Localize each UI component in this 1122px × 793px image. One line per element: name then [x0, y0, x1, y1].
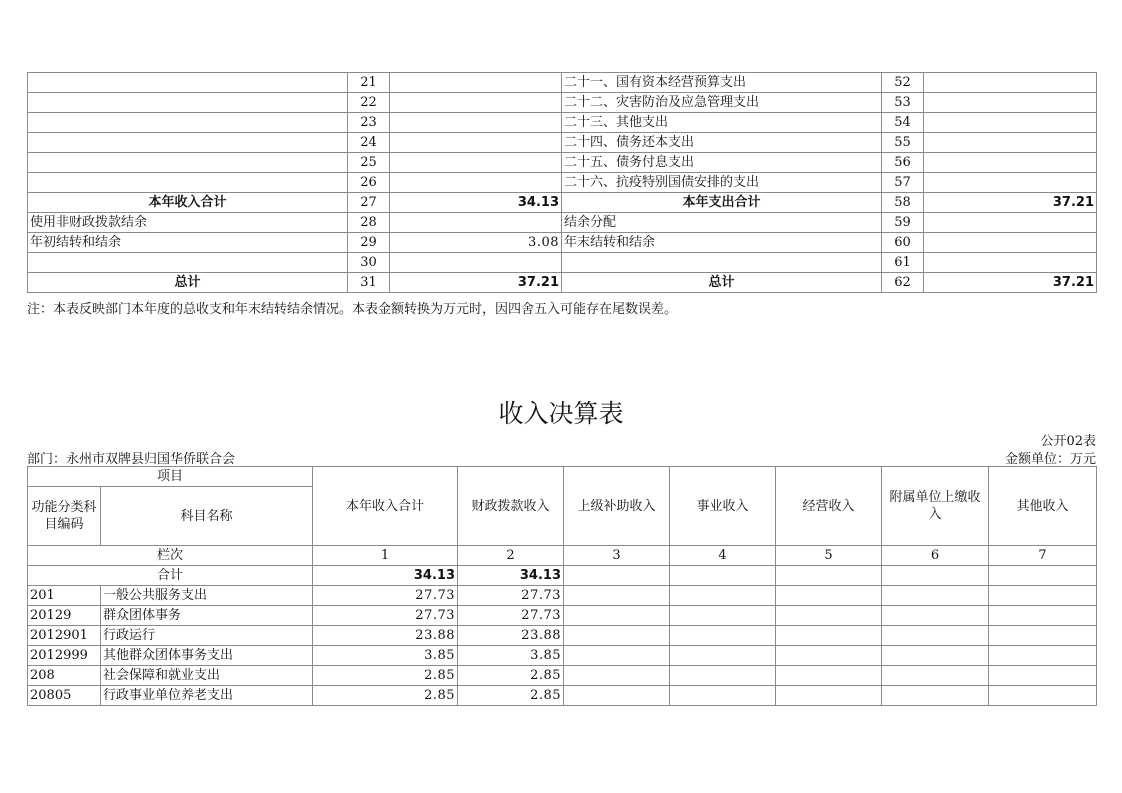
summary-row	[28, 73, 1097, 93]
empty-cell	[564, 686, 670, 706]
table-note: 注：本表反映部门本年度的总收支和年末结转结余情况。本表金额转换为万元时，因四舍五入可能存在尾数误差。	[27, 302, 678, 317]
summary-left-value	[390, 253, 562, 273]
summary-right-no: 59	[882, 213, 924, 233]
summary-right-label: 二十六、抗疫特别国债安排的支出	[562, 173, 882, 193]
income-row	[28, 686, 1097, 706]
subject-code: 201	[28, 586, 101, 606]
summary-right-no: 61	[882, 253, 924, 273]
empty-cell	[776, 606, 882, 626]
page-title: 收入决算表	[498, 399, 624, 428]
summary-row	[28, 193, 1097, 213]
summary-right-no: 57	[882, 173, 924, 193]
summary-right-value	[924, 153, 1097, 173]
empty-cell	[882, 626, 989, 646]
empty-cell	[670, 586, 776, 606]
summary-row	[28, 93, 1097, 113]
row-fiscal: 27.73	[458, 586, 564, 606]
empty-cell	[776, 686, 882, 706]
col-no-2: 2	[458, 546, 564, 566]
summary-row	[28, 233, 1097, 253]
subject-name: 社会保障和就业支出	[101, 666, 313, 686]
row-fiscal: 23.88	[458, 626, 564, 646]
col-no-1: 1	[313, 546, 458, 566]
summary-left-no: 30	[348, 253, 390, 273]
subject-name: 行政事业单位养老支出	[101, 686, 313, 706]
summary-left-no: 21	[348, 73, 390, 93]
summary-left-no: 28	[348, 213, 390, 233]
income-row	[28, 646, 1097, 666]
col-no-7: 7	[989, 546, 1097, 566]
summary-right-label: 二十三、其他支出	[562, 113, 882, 133]
summary-right-label	[562, 253, 882, 273]
empty-cell	[882, 586, 989, 606]
empty-cell	[882, 646, 989, 666]
summary-left-no: 27	[348, 193, 390, 213]
row-total: 3.85	[313, 646, 458, 666]
summary-right-value	[924, 93, 1097, 113]
income-row	[28, 586, 1097, 606]
form-number: 公开02表	[1040, 434, 1096, 449]
summary-left-value	[390, 213, 562, 233]
summary-row	[28, 133, 1097, 153]
income-table-body	[28, 586, 1097, 706]
empty-cell	[989, 586, 1097, 606]
row-total: 27.73	[313, 586, 458, 606]
income-final-accounts-table	[27, 466, 1097, 706]
subject-code: 20129	[28, 606, 101, 626]
subject-name: 其他群众团体事务支出	[101, 646, 313, 666]
empty-cell	[989, 646, 1097, 666]
summary-right-value: 37.21	[924, 273, 1097, 293]
empty-cell	[670, 606, 776, 626]
summary-left-value: 34.13	[390, 193, 562, 213]
summary-left-value: 37.21	[390, 273, 562, 293]
summary-row	[28, 273, 1097, 293]
summary-left-no: 25	[348, 153, 390, 173]
summary-right-value	[924, 133, 1097, 153]
summary-row	[28, 213, 1097, 233]
subject-code: 2012901	[28, 626, 101, 646]
header-other: 其他收入	[989, 467, 1097, 546]
total-row-fiscal: 34.13	[458, 566, 564, 586]
empty-cell	[882, 686, 989, 706]
subject-name: 行政运行	[101, 626, 313, 646]
summary-table-body	[28, 73, 1097, 293]
summary-right-no: 54	[882, 113, 924, 133]
summary-right-value: 37.21	[924, 193, 1097, 213]
row-total: 2.85	[313, 666, 458, 686]
total-row-label: 合计	[28, 566, 313, 586]
col-no-3: 3	[564, 546, 670, 566]
summary-right-no: 55	[882, 133, 924, 153]
header-fiscal: 财政拨款收入	[458, 467, 564, 546]
summary-right-no: 58	[882, 193, 924, 213]
summary-right-value	[924, 73, 1097, 93]
header-affiliated: 附属单位上缴收入	[882, 467, 989, 546]
empty-cell	[564, 666, 670, 686]
empty-cell	[882, 666, 989, 686]
summary-right-label: 结余分配	[562, 213, 882, 233]
summary-left-no: 22	[348, 93, 390, 113]
summary-left-label	[28, 253, 348, 273]
income-row	[28, 626, 1097, 646]
summary-right-no: 56	[882, 153, 924, 173]
summary-right-no: 60	[882, 233, 924, 253]
empty-cell	[989, 666, 1097, 686]
empty-cell	[989, 626, 1097, 646]
summary-left-no: 31	[348, 273, 390, 293]
summary-right-label: 年末结转和结余	[562, 233, 882, 253]
summary-left-no: 24	[348, 133, 390, 153]
summary-row	[28, 113, 1097, 133]
summary-left-label	[28, 73, 348, 93]
income-expense-summary-table	[27, 72, 1097, 293]
summary-right-label: 总计	[562, 273, 882, 293]
summary-left-no: 26	[348, 173, 390, 193]
empty-cell	[989, 606, 1097, 626]
header-superior: 上级补助收入	[564, 467, 670, 546]
summary-left-value	[390, 153, 562, 173]
empty-cell	[776, 646, 882, 666]
income-row	[28, 666, 1097, 686]
department-label: 部门：永州市双牌县归国华侨联合会	[27, 452, 236, 467]
summary-row	[28, 153, 1097, 173]
empty-cell	[670, 626, 776, 646]
empty-cell	[882, 606, 989, 626]
empty-cell	[670, 646, 776, 666]
summary-left-label: 总计	[28, 273, 348, 293]
summary-left-label: 年初结转和结余	[28, 233, 348, 253]
row-fiscal: 2.85	[458, 666, 564, 686]
empty-cell	[564, 586, 670, 606]
empty-cell	[776, 626, 882, 646]
row-total: 2.85	[313, 686, 458, 706]
subject-code: 208	[28, 666, 101, 686]
summary-right-label: 本年支出合计	[562, 193, 882, 213]
summary-left-value	[390, 173, 562, 193]
header-item: 项目	[28, 467, 313, 487]
summary-left-label	[28, 153, 348, 173]
summary-row	[28, 253, 1097, 273]
summary-left-value	[390, 113, 562, 133]
empty-cell	[989, 686, 1097, 706]
col-no-6: 6	[882, 546, 989, 566]
row-total: 23.88	[313, 626, 458, 646]
summary-left-label: 本年收入合计	[28, 193, 348, 213]
empty-cell	[670, 686, 776, 706]
col-no-4: 4	[670, 546, 776, 566]
subject-name: 一般公共服务支出	[101, 586, 313, 606]
summary-right-no: 52	[882, 73, 924, 93]
summary-row	[28, 173, 1097, 193]
header-total: 本年收入合计	[313, 467, 458, 546]
summary-right-value	[924, 173, 1097, 193]
summary-left-value	[390, 93, 562, 113]
summary-right-value	[924, 253, 1097, 273]
col-no-5: 5	[776, 546, 882, 566]
col-row-label: 栏次	[28, 546, 313, 566]
summary-left-value	[390, 73, 562, 93]
header-business: 事业收入	[670, 467, 776, 546]
income-row	[28, 606, 1097, 626]
header-name: 科目名称	[101, 487, 313, 546]
subject-code: 2012999	[28, 646, 101, 666]
total-row-total: 34.13	[313, 566, 458, 586]
row-fiscal: 3.85	[458, 646, 564, 666]
summary-right-no: 62	[882, 273, 924, 293]
subject-name: 群众团体事务	[101, 606, 313, 626]
summary-right-label: 二十一、国有资本经营预算支出	[562, 73, 882, 93]
row-total: 27.73	[313, 606, 458, 626]
summary-right-label: 二十四、债务还本支出	[562, 133, 882, 153]
empty-cell	[776, 586, 882, 606]
summary-left-label	[28, 93, 348, 113]
summary-left-label	[28, 113, 348, 133]
empty-cell	[564, 626, 670, 646]
summary-right-value	[924, 213, 1097, 233]
amount-unit: 金额单位：万元	[1004, 452, 1096, 467]
header-code: 功能分类科目编码	[28, 487, 101, 546]
empty-cell	[776, 666, 882, 686]
summary-right-label: 二十二、灾害防治及应急管理支出	[562, 93, 882, 113]
summary-right-label: 二十五、债务付息支出	[562, 153, 882, 173]
header-operating: 经营收入	[776, 467, 882, 546]
summary-left-no: 29	[348, 233, 390, 253]
summary-left-value: 3.08	[390, 233, 562, 253]
summary-right-no: 53	[882, 93, 924, 113]
empty-cell	[564, 606, 670, 626]
empty-cell	[670, 666, 776, 686]
subject-code: 20805	[28, 686, 101, 706]
summary-left-value	[390, 133, 562, 153]
summary-left-label: 使用非财政拨款结余	[28, 213, 348, 233]
summary-right-value	[924, 233, 1097, 253]
summary-right-value	[924, 113, 1097, 133]
summary-left-label	[28, 133, 348, 153]
row-fiscal: 27.73	[458, 606, 564, 626]
empty-cell	[564, 646, 670, 666]
summary-left-label	[28, 173, 348, 193]
row-fiscal: 2.85	[458, 686, 564, 706]
summary-left-no: 23	[348, 113, 390, 133]
